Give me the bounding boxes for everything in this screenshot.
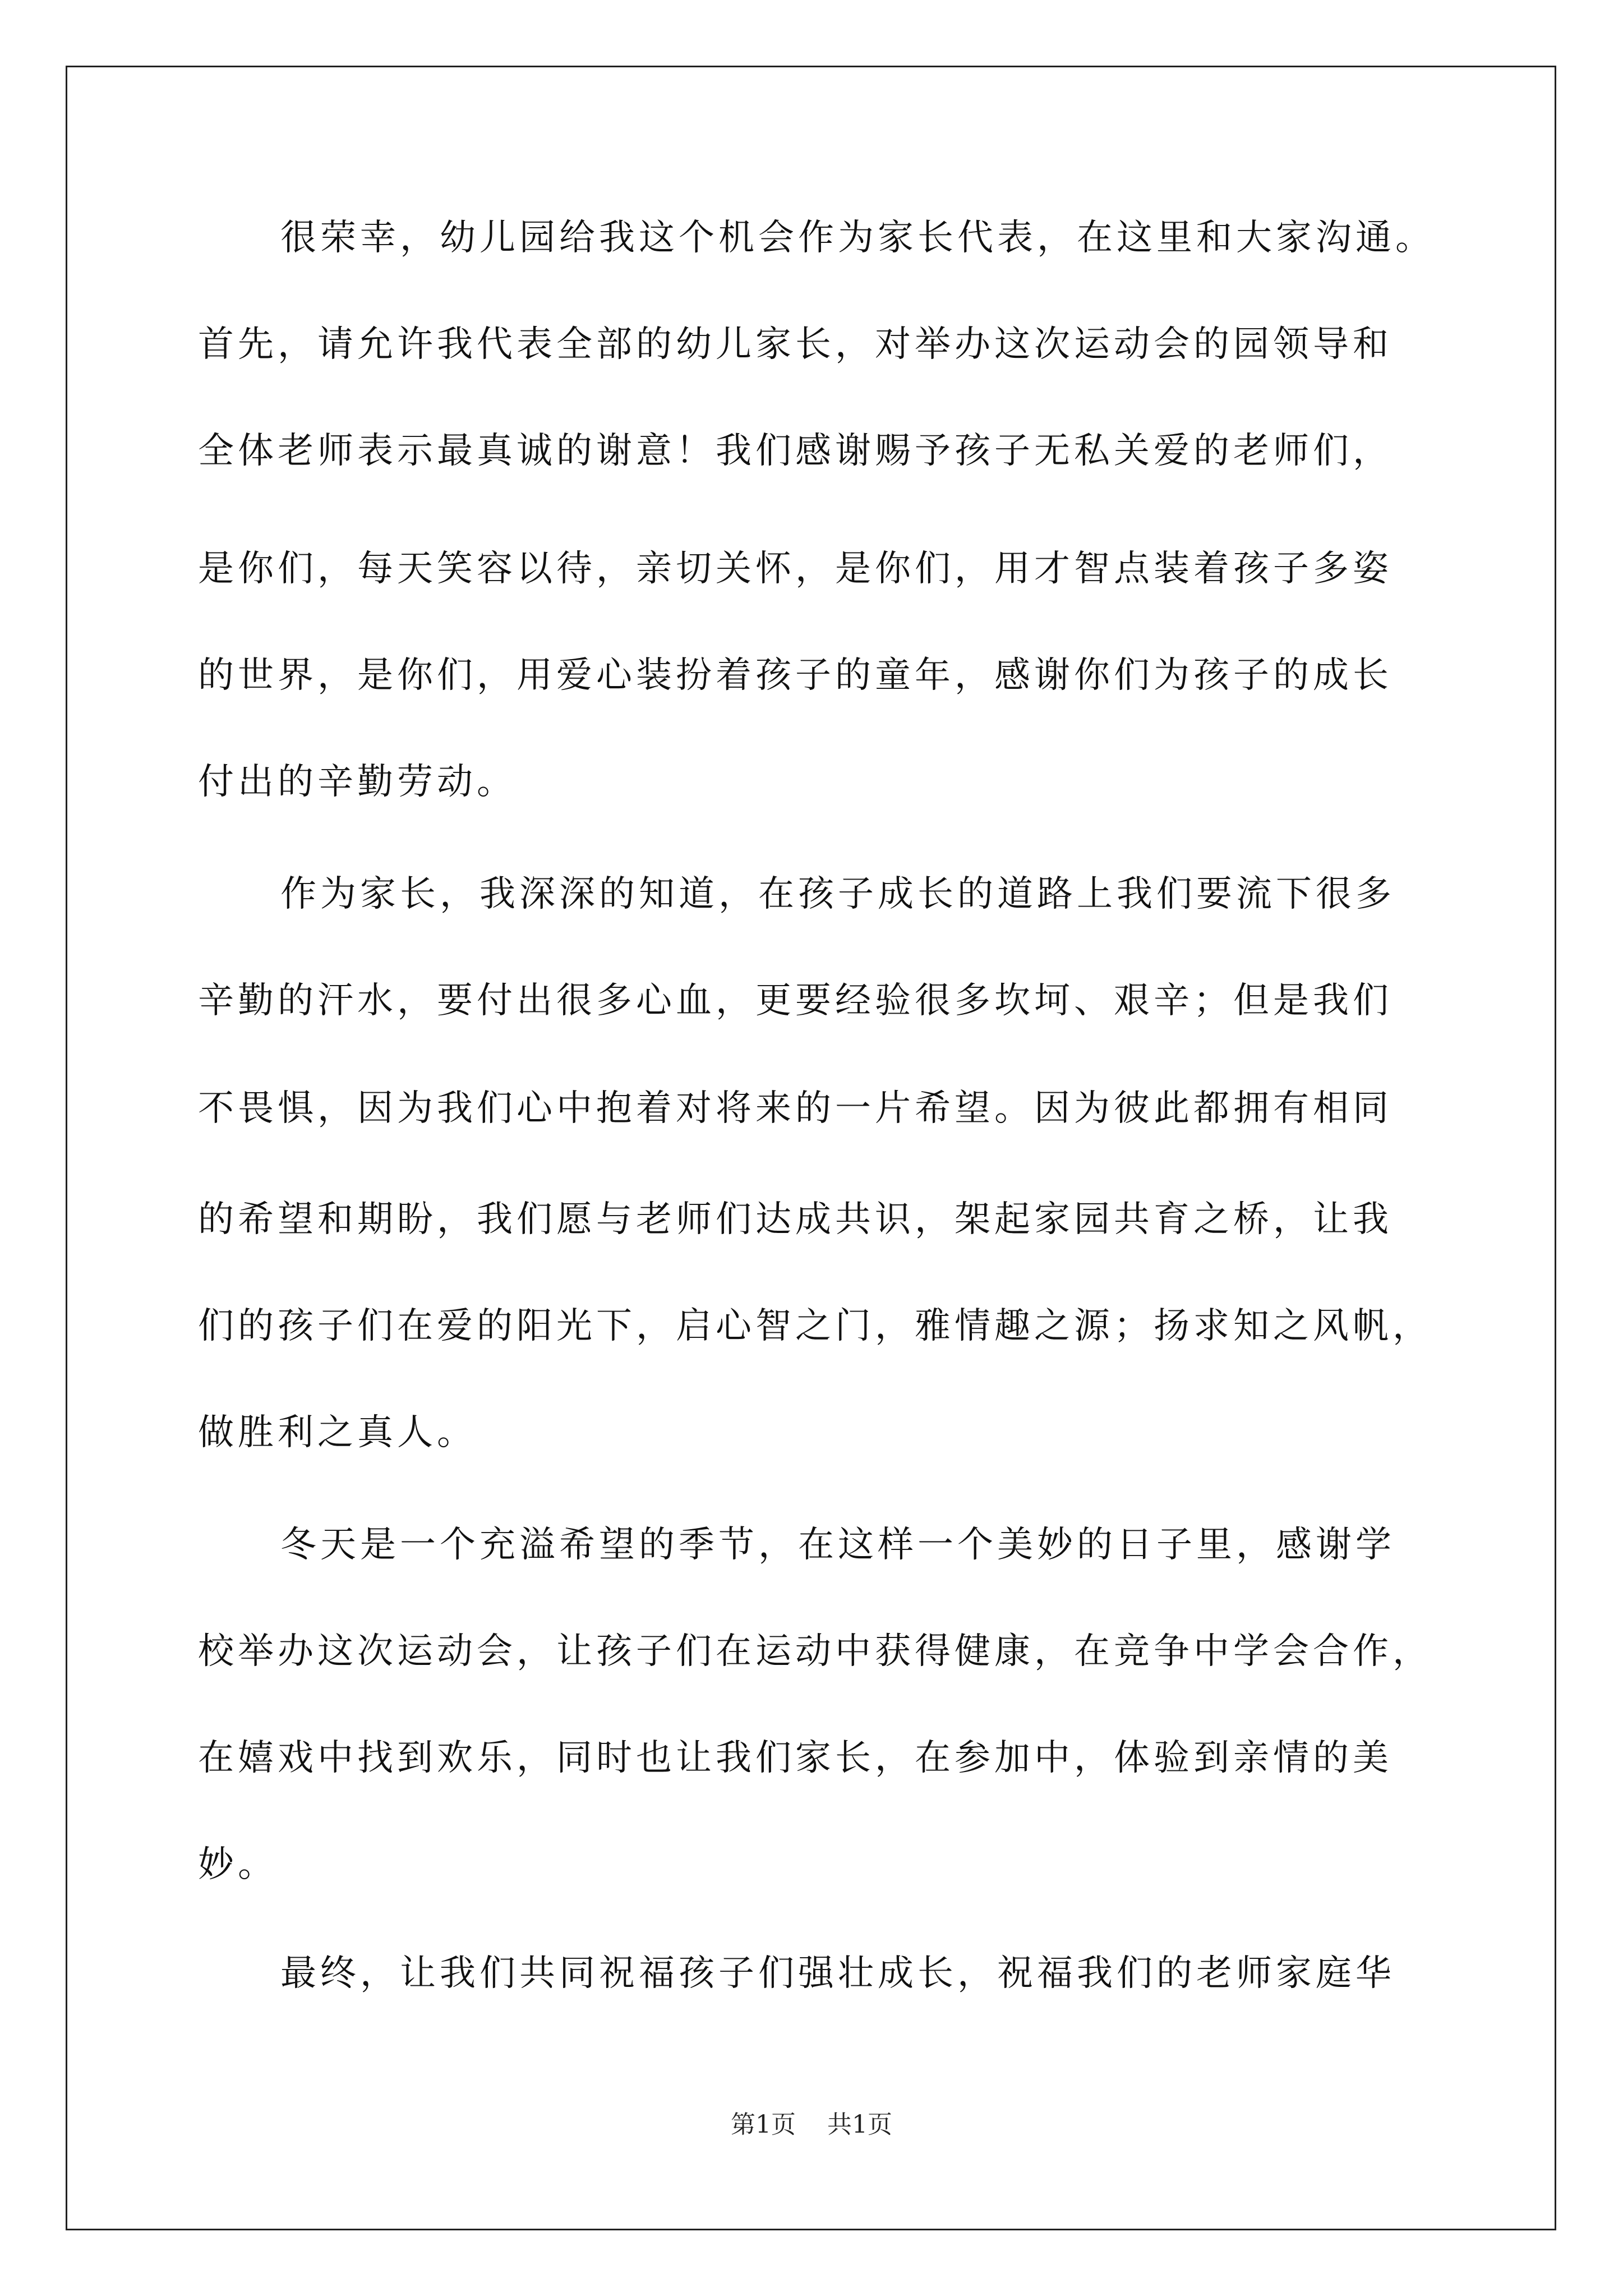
- paragraph-1-line-3: 全体老师表示最真诚的谢意！我们感谢赐予孩子无私关爱的老师们，: [198, 430, 1393, 472]
- paragraph-3-line-1: 冬天是一个充溢希望的季节，在这样一个美妙的日子里，感谢学: [280, 1524, 1395, 1566]
- page-border: [66, 66, 1556, 2230]
- page-footer: [0, 2108, 1623, 2142]
- paragraph-4-line-1: 最终，让我们共同祝福孩子们强壮成长，祝福我们的老师家庭华: [280, 1953, 1395, 1994]
- paragraph-1-line-4: 是你们，每天笑容以待，亲切关怀，是你们，用才智点装着孩子多姿: [198, 548, 1393, 590]
- paragraph-1-line-2: 首先，请允许我代表全部的幼儿家长，对举办这次运动会的园领导和: [198, 324, 1393, 365]
- paragraph-3-line-2: 校举办这次运动会，让孩子们在运动中获得健康，在竞争中学会合作，: [198, 1631, 1432, 1672]
- paragraph-3-line-3: 在嬉戏中找到欢乐，同时也让我们家长，在参加中，体验到亲情的美: [198, 1737, 1393, 1779]
- paragraph-3-line-4: 妙。: [198, 1844, 278, 1885]
- page-total: 共1页: [827, 2110, 892, 2139]
- paragraph-1-line-1: 很荣幸，幼儿园给我这个机会作为家长代表，在这里和大家沟通。: [280, 217, 1435, 259]
- paragraph-2-line-2: 辛勤的汗水，要付出很多心血，更要经验很多坎坷、艰辛；但是我们: [198, 980, 1393, 1022]
- paragraph-2-line-1: 作为家长，我深深的知道，在孩子成长的道路上我们要流下很多: [280, 873, 1395, 915]
- paragraph-2-line-4: 的希望和期盼，我们愿与老师们达成共识，架起家园共育之桥，让我: [198, 1199, 1393, 1240]
- paragraph-1-line-5: 的世界，是你们，用爱心装扮着孩子的童年，感谢你们为孩子的成长: [198, 655, 1393, 696]
- page-number: 第1页: [731, 2110, 796, 2139]
- paragraph-2-line-3: 不畏惧，因为我们心中抱着对将来的一片希望。因为彼此都拥有相同: [198, 1088, 1393, 1129]
- paragraph-1-line-6: 付出的辛勤劳动。: [198, 761, 517, 803]
- paragraph-2-line-6: 做胜利之真人。: [198, 1412, 477, 1453]
- paragraph-2-line-5: 们的孩子们在爱的阳光下，启心智之门，雅情趣之源；扬求知之风帆，: [198, 1305, 1432, 1347]
